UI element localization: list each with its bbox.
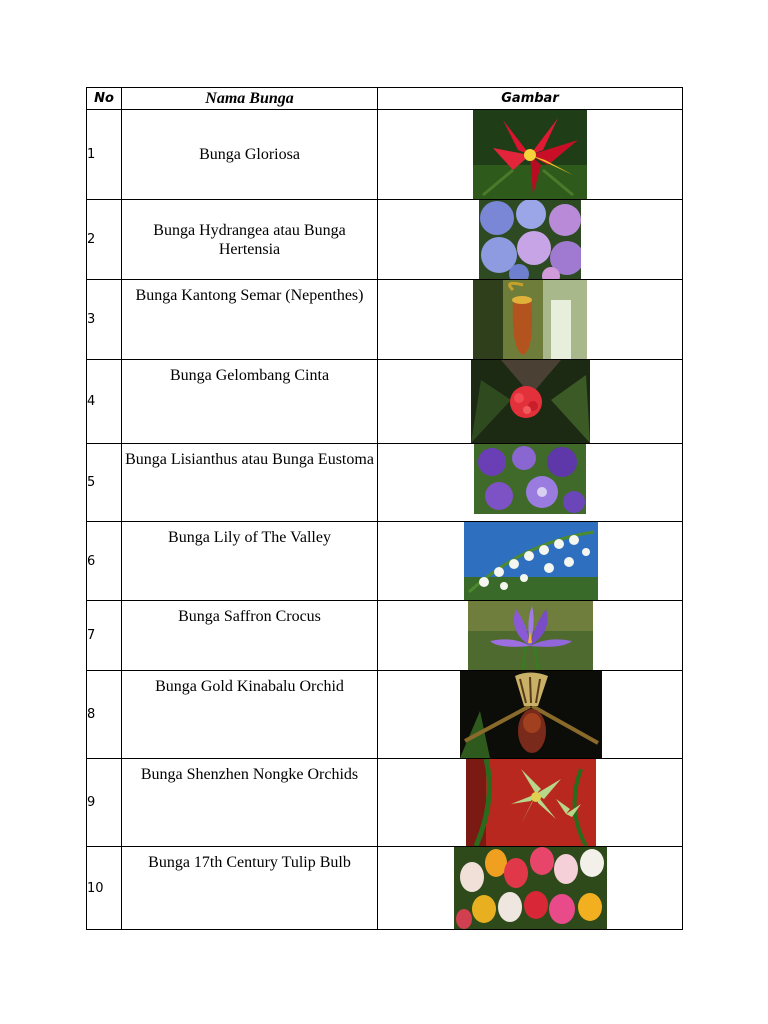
flower-name: Bunga Gelombang Cinta <box>122 360 378 444</box>
flower-name: Bunga 17th Century Tulip Bulb <box>122 847 378 930</box>
header-name: Nama Bunga <box>122 88 378 110</box>
row-number: 4 <box>87 360 122 444</box>
row-number: 8 <box>87 671 122 759</box>
flower-name: Bunga Gold Kinabalu Orchid <box>122 671 378 759</box>
flower-name: Bunga Gloriosa <box>122 110 378 200</box>
row-number: 6 <box>87 522 122 601</box>
flower-name: Bunga Lisianthus atau Bunga Eustoma <box>122 444 378 522</box>
header-image: Gambar <box>378 88 683 110</box>
tulip-flowers-photo <box>454 847 607 929</box>
table-row <box>87 847 683 930</box>
row-number: 10 <box>87 847 122 930</box>
gelombang-cinta-plant-photo <box>471 360 590 443</box>
flower-name: Bunga Kantong Semar (Nepenthes) <box>122 280 378 360</box>
nepenthes-pitcher-plant-photo <box>473 280 587 359</box>
row-number: 1 <box>87 110 122 200</box>
table-row <box>87 280 683 360</box>
header-no: No <box>87 88 122 110</box>
flower-name: Bunga Shenzhen Nongke Orchids <box>122 759 378 847</box>
table-row <box>87 200 683 280</box>
table-header-row <box>87 88 683 110</box>
table-row <box>87 759 683 847</box>
flower-table <box>86 87 683 930</box>
row-number: 2 <box>87 200 122 280</box>
table-row <box>87 601 683 671</box>
gloriosa-flower-photo <box>473 110 587 199</box>
row-number: 5 <box>87 444 122 522</box>
lisianthus-flower-photo <box>474 444 586 514</box>
table-row <box>87 110 683 200</box>
hydrangea-flower-photo <box>479 200 581 279</box>
table-row <box>87 671 683 759</box>
saffron-crocus-photo <box>468 601 593 670</box>
row-number: 9 <box>87 759 122 847</box>
gold-kinabalu-orchid-photo <box>460 671 602 758</box>
flower-name: Bunga Hydrangea atau Bunga Hertensia <box>122 200 378 280</box>
flower-name: Bunga Saffron Crocus <box>122 601 378 671</box>
table-row <box>87 522 683 601</box>
row-number: 7 <box>87 601 122 671</box>
lily-of-the-valley-photo <box>464 522 598 600</box>
shenzhen-nongke-orchid-photo <box>466 759 596 846</box>
row-number: 3 <box>87 280 122 360</box>
flower-name: Bunga Lily of The Valley <box>122 522 378 601</box>
table-row <box>87 360 683 444</box>
table-row <box>87 444 683 522</box>
